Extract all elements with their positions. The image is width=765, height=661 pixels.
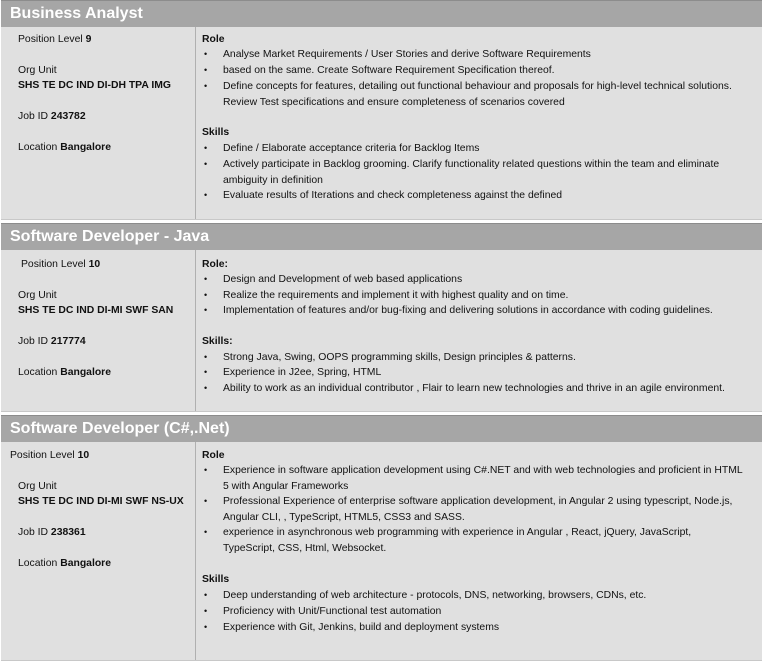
location: Location Bangalore: [18, 367, 111, 378]
position-level: Position Level 10: [21, 259, 101, 270]
org-unit-label: Org Unit: [18, 65, 57, 76]
list-item: experience in asynchronous web programming with experience in Angular , React, jQuery, JavaScript, TypeScript, CSS, Html, Websocket.: [223, 527, 692, 554]
list-item: Realize the requirements and implement it with highest quality and on time.: [223, 290, 569, 301]
bullet: •: [204, 65, 208, 75]
bullet: •: [204, 465, 208, 475]
location: Location Bangalore: [18, 558, 111, 569]
location: Location Bangalore: [18, 142, 111, 153]
list-item: Strong Java, Swing, OOPS programming skills, Design principles & patterns.: [223, 352, 576, 363]
list-item: Proficiency with Unit/Functional test automation: [223, 606, 442, 617]
org-unit-label: Org Unit: [18, 290, 57, 301]
bullet: •: [204, 352, 208, 362]
bullet: •: [204, 274, 208, 284]
position-level: Position Level 9: [18, 34, 92, 45]
list-item: Experience in software application development using C#.NET and with web technologies and proficient in HTML 5 with Angular Frameworks: [223, 465, 743, 492]
job-details: [1, 27, 762, 220]
bullet: •: [204, 383, 208, 393]
job-title: Software Developer - Java: [1, 223, 762, 250]
list-item: Define / Elaborate acceptance criteria for Backlog Items: [223, 143, 480, 154]
list-item: Analyse Market Requirements / User Stories and derive Software Requirements: [223, 49, 591, 60]
list-item: Experience with Git, Jenkins, build and deployment systems: [223, 622, 500, 633]
job-description: [196, 27, 762, 219]
bullet: •: [204, 622, 208, 632]
bullet: •: [204, 496, 208, 506]
job-section-software-developer-java: [1, 223, 762, 412]
job-details: [1, 250, 762, 412]
bullet: •: [204, 81, 208, 91]
bullet: •: [204, 590, 208, 600]
job-section-software-developer-csharp: [1, 415, 762, 661]
list-item: Ability to work as an individual contributor , Flair to learn new technologies and thrive in an agile environment.: [223, 383, 725, 394]
org-unit-value: SHS TE DC IND DI-DH TPA IMG: [18, 80, 171, 91]
job-meta: [1, 27, 196, 219]
skills-heading: Skills:: [202, 336, 233, 347]
bullet: •: [204, 143, 208, 153]
bullet: •: [204, 606, 208, 616]
bullet: •: [204, 290, 208, 300]
bullet: •: [204, 527, 208, 537]
list-item: Deep understanding of web architecture - protocols, DNS, networking, browsers, CDNs, etc.: [223, 590, 647, 601]
org-unit-value: SHS TE DC IND DI-MI SWF SAN: [18, 305, 174, 316]
job-details: [1, 442, 762, 661]
role-heading: Role: [202, 450, 225, 461]
job-description: [196, 442, 762, 660]
job-meta: [1, 250, 196, 411]
bullet: •: [204, 190, 208, 200]
list-item: Professional Experience of enterprise software application development, in Angular 2 using typescript, Node.js, Angular CLI, , TypeScript, HTML5, CSS3 and SASS.: [223, 496, 733, 523]
list-item: Design and Development of web based applications: [223, 274, 463, 285]
role-heading: Role:: [202, 259, 228, 270]
list-item: Implementation of features and/or bug-fixing and delivering solutions in accordance with coding guidelines.: [223, 305, 713, 316]
skills-heading: Skills: [202, 127, 230, 138]
job-id: Job ID 217774: [18, 336, 86, 347]
bullet: •: [204, 49, 208, 59]
job-id: Job ID 238361: [18, 527, 86, 538]
list-item: based on the same. Create Software Requirement Specification thereof.: [223, 65, 555, 76]
job-meta: [1, 442, 196, 660]
org-unit-value: SHS TE DC IND DI-MI SWF NS-UX: [18, 496, 184, 507]
skills-heading: Skills: [202, 574, 230, 585]
job-section-business-analyst: [1, 0, 762, 220]
list-item: Actively participate in Backlog grooming. Clarify functionality related questions within the team and eliminate ambiguity in definition: [223, 159, 720, 186]
bullet: •: [204, 367, 208, 377]
position-level: Position Level 10: [10, 450, 90, 461]
list-item: Define concepts for features, detailing out functional behaviour and proposals for high-level technical solutions. Review Test specifications and ensure completeness of scenarios covered: [223, 81, 732, 108]
job-title: Software Developer (C#,.Net): [1, 415, 762, 442]
org-unit-label: Org Unit: [18, 481, 57, 492]
bullet: •: [204, 305, 208, 315]
job-id: Job ID 243782: [18, 111, 86, 122]
role-heading: Role: [202, 34, 225, 45]
job-description: [196, 250, 762, 411]
list-item: Evaluate results of Iterations and check completeness against the defined: [223, 190, 563, 201]
bullet: •: [204, 159, 208, 169]
list-item: Experience in J2ee, Spring, HTML: [223, 367, 382, 378]
job-title: Business Analyst: [1, 0, 762, 27]
